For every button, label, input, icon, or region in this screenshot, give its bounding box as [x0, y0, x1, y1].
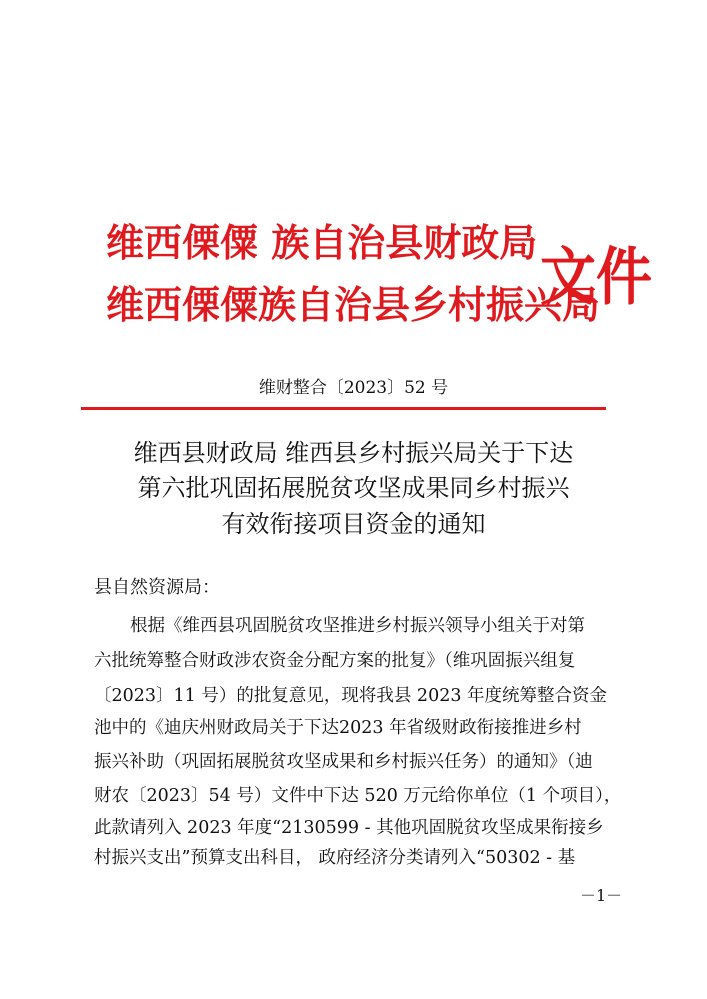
body-line: 〔2023〕11 号）的批复意见，现将我县 2023 年度统筹整合资金 — [94, 686, 608, 706]
issuer-finance-bureau: 维西傈僳 族自治县财政局 — [106, 220, 538, 265]
body-line: 村振兴支出”预算支出科目， 政府经济分类请列入“50302 - 基 — [94, 848, 576, 868]
body-line: 池中的《迪庆州财政局关于下达2023 年省级财政衔接推进乡村 — [94, 718, 582, 738]
body-line: 根据《维西县巩固脱贫攻坚推进乡村振兴领导小组关于对第 — [130, 616, 585, 636]
document-label: 文件 — [540, 240, 652, 315]
document-title-line-2: 第六批巩固拓展脱贫攻坚成果同乡村振兴 — [137, 474, 570, 502]
body-line: 六批统筹整合财政涉农资金分配方案的批复》（维巩固振兴组复 — [94, 651, 576, 671]
document-title-line-3: 有效衔接项目资金的通知 — [221, 510, 486, 538]
body-line: 振兴补助（巩固拓展脱贫攻坚成果和乡村振兴任务）的通知》（迪 — [94, 752, 593, 772]
body-line: 此款请列入 2023 年度“2130599 - 其他巩固脱贫攻坚成果衔接乡 — [94, 818, 604, 838]
body-line: 财农〔2023〕54 号）文件中下达 520 万元给你单位（1 个项目）， — [94, 786, 622, 806]
document-number: 维财整合〔2023〕52 号 — [258, 378, 449, 398]
issuer-rural-revitalization-bureau: 维西傈僳族自治县乡村振兴局 — [106, 282, 601, 327]
document-title-line-1: 维西县财政局 维西县乡村振兴局关于下达 — [133, 439, 574, 467]
page-number: －1－ — [580, 886, 623, 905]
addressee: 县自然资源局： — [94, 577, 220, 598]
red-divider-rule — [81, 407, 606, 410]
